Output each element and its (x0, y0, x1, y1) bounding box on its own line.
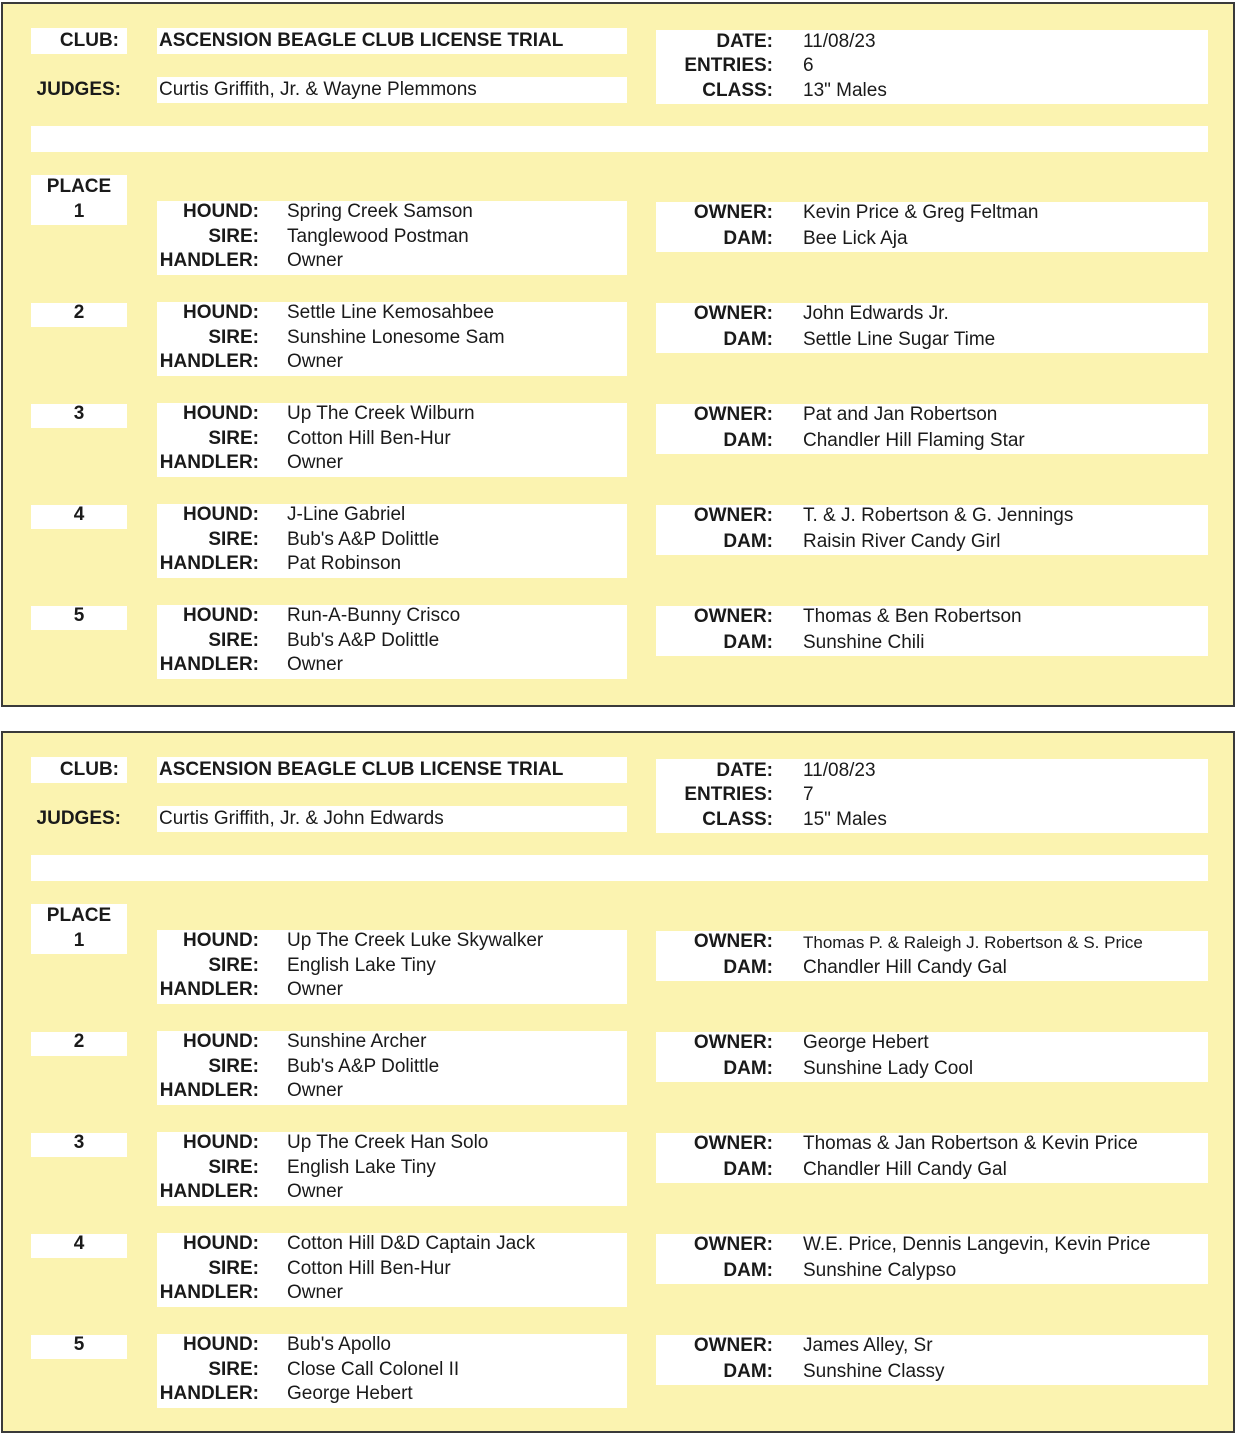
owner-label: OWNER: (693, 1234, 773, 1255)
owner-label: OWNER: (693, 202, 773, 223)
dam-name: Settle Line Sugar Time (803, 329, 996, 350)
dam-name: Sunshine Classy (803, 1361, 945, 1382)
owner-label: OWNER: (693, 1133, 773, 1154)
sire-label: SIRE: (208, 529, 259, 550)
handler-name: Pat Robinson (287, 553, 402, 574)
hound-label: HOUND: (183, 403, 259, 424)
handler-name: Owner (287, 1282, 343, 1303)
handler-name: Owner (287, 250, 343, 271)
club-label: CLUB: (59, 759, 119, 780)
class-value: 13" Males (803, 80, 887, 101)
place-number: 4 (73, 1233, 85, 1254)
sire-name: Bub's A&P Dolittle (287, 1056, 440, 1077)
date-value: 11/08/23 (803, 760, 876, 781)
dam-name: Bee Lick Aja (803, 228, 908, 249)
club-name: ASCENSION BEAGLE CLUB LICENSE TRIAL (159, 30, 564, 51)
dam-label: DAM: (723, 228, 773, 249)
blank-bar (31, 855, 1208, 881)
dam-label: DAM: (723, 632, 773, 653)
dam-name: Raisin River Candy Girl (803, 531, 1001, 552)
place-number: 1 (73, 201, 85, 222)
sire-name: Cotton Hill Ben-Hur (287, 428, 451, 449)
owner-label: OWNER: (693, 1032, 773, 1053)
hound-name: Up The Creek Han Solo (287, 1132, 489, 1153)
owner-name: Thomas & Ben Robertson (803, 606, 1022, 627)
sire-label: SIRE: (208, 1359, 259, 1380)
handler-label: HANDLER: (159, 1181, 259, 1202)
sire-label: SIRE: (208, 327, 259, 348)
place-number: 3 (73, 1132, 85, 1153)
owner-label: OWNER: (693, 404, 773, 425)
handler-name: Owner (287, 1080, 343, 1101)
entries-label: ENTRIES: (684, 784, 773, 805)
class-label: CLASS: (702, 80, 773, 101)
hound-name: Run-A-Bunny Crisco (287, 605, 461, 626)
place-number: 1 (73, 930, 85, 951)
dam-label: DAM: (723, 531, 773, 552)
dam-name: Sunshine Lady Cool (803, 1058, 974, 1079)
sire-name: English Lake Tiny (287, 955, 436, 976)
handler-label: HANDLER: (159, 351, 259, 372)
place-number: 4 (73, 504, 85, 525)
dam-label: DAM: (723, 1260, 773, 1281)
place-number: 2 (73, 302, 85, 323)
dam-name: Chandler Hill Candy Gal (803, 957, 1007, 978)
owner-name: T. & J. Robertson & G. Jennings (803, 505, 1074, 526)
handler-label: HANDLER: (159, 250, 259, 271)
hound-label: HOUND: (183, 1031, 259, 1052)
dam-label: DAM: (723, 329, 773, 350)
place-number: 5 (73, 605, 85, 626)
sire-label: SIRE: (208, 1157, 259, 1178)
place-number: 2 (73, 1031, 85, 1052)
judges-label: JUDGES: (36, 79, 121, 100)
trial-card (1, 731, 1235, 1433)
handler-name: Owner (287, 1181, 343, 1202)
dam-name: Chandler Hill Flaming Star (803, 430, 1025, 451)
hound-name: Settle Line Kemosahbee (287, 302, 495, 323)
entries-value: 6 (803, 55, 814, 76)
owner-name: Pat and Jan Robertson (803, 404, 998, 425)
place-number: 3 (73, 403, 85, 424)
trial-card (1, 2, 1235, 707)
date-label: DATE: (716, 31, 773, 52)
entries-value: 7 (803, 784, 814, 805)
hound-label: HOUND: (183, 930, 259, 951)
hound-label: HOUND: (183, 1132, 259, 1153)
owner-name: Thomas & Jan Robertson & Kevin Price (803, 1133, 1138, 1154)
entries-label: ENTRIES: (684, 55, 773, 76)
handler-label: HANDLER: (159, 1282, 259, 1303)
sire-name: Sunshine Lonesome Sam (287, 327, 505, 348)
hound-label: HOUND: (183, 201, 259, 222)
date-label: DATE: (716, 760, 773, 781)
owner-name: John Edwards Jr. (803, 303, 949, 324)
hound-label: HOUND: (183, 1334, 259, 1355)
hound-name: Up The Creek Wilburn (287, 403, 475, 424)
handler-name: Owner (287, 452, 343, 473)
owner-name: W.E. Price, Dennis Langevin, Kevin Price (803, 1234, 1151, 1255)
hound-name: Up The Creek Luke Skywalker (287, 930, 544, 951)
hound-label: HOUND: (183, 1233, 259, 1254)
sire-name: English Lake Tiny (287, 1157, 436, 1178)
hound-label: HOUND: (183, 302, 259, 323)
dam-label: DAM: (723, 957, 773, 978)
hound-name: J-Line Gabriel (287, 504, 406, 525)
handler-label: HANDLER: (159, 553, 259, 574)
handler-label: HANDLER: (159, 979, 259, 1000)
sire-label: SIRE: (208, 1258, 259, 1279)
place-number: 5 (73, 1334, 85, 1355)
dam-name: Chandler Hill Candy Gal (803, 1159, 1007, 1180)
club-label: CLUB: (59, 30, 119, 51)
dam-label: DAM: (723, 1159, 773, 1180)
sire-name: Close Call Colonel II (287, 1359, 460, 1380)
dam-name: Sunshine Calypso (803, 1260, 957, 1281)
sire-name: Cotton Hill Ben-Hur (287, 1258, 451, 1279)
class-label: CLASS: (702, 809, 773, 830)
place-header: PLACE (46, 176, 112, 197)
handler-name: George Hebert (287, 1383, 413, 1404)
dam-label: DAM: (723, 1361, 773, 1382)
hound-name: Spring Creek Samson (287, 201, 473, 222)
blank-bar (31, 126, 1208, 152)
sire-name: Bub's A&P Dolittle (287, 529, 440, 550)
place-header: PLACE (46, 905, 112, 926)
owner-name: George Hebert (803, 1032, 929, 1053)
sire-label: SIRE: (208, 428, 259, 449)
owner-name: Thomas P. & Raleigh J. Robertson & S. Price (803, 933, 1143, 952)
sire-label: SIRE: (208, 630, 259, 651)
handler-name: Owner (287, 351, 343, 372)
owner-name: Kevin Price & Greg Feltman (803, 202, 1039, 223)
hound-label: HOUND: (183, 605, 259, 626)
handler-label: HANDLER: (159, 1080, 259, 1101)
sire-name: Tanglewood Postman (287, 226, 469, 247)
class-value: 15" Males (803, 809, 887, 830)
owner-name: James Alley, Sr (803, 1335, 933, 1356)
sire-label: SIRE: (208, 226, 259, 247)
sire-label: SIRE: (208, 955, 259, 976)
hound-label: HOUND: (183, 504, 259, 525)
judges-value: Curtis Griffith, Jr. & Wayne Plemmons (159, 79, 477, 100)
judges-value: Curtis Griffith, Jr. & John Edwards (159, 808, 444, 829)
hound-name: Bub's Apollo (287, 1334, 391, 1355)
dam-name: Sunshine Chili (803, 632, 925, 653)
club-name: ASCENSION BEAGLE CLUB LICENSE TRIAL (159, 759, 564, 780)
sire-label: SIRE: (208, 1056, 259, 1077)
hound-name: Cotton Hill D&D Captain Jack (287, 1233, 536, 1254)
judges-label: JUDGES: (36, 808, 121, 829)
dam-label: DAM: (723, 430, 773, 451)
date-value: 11/08/23 (803, 31, 876, 52)
owner-label: OWNER: (693, 505, 773, 526)
handler-name: Owner (287, 654, 343, 675)
owner-label: OWNER: (693, 303, 773, 324)
handler-label: HANDLER: (159, 452, 259, 473)
dam-label: DAM: (723, 1058, 773, 1079)
handler-name: Owner (287, 979, 343, 1000)
hound-name: Sunshine Archer (287, 1031, 427, 1052)
owner-label: OWNER: (693, 606, 773, 627)
handler-label: HANDLER: (159, 1383, 259, 1404)
handler-label: HANDLER: (159, 654, 259, 675)
owner-label: OWNER: (693, 931, 773, 952)
owner-label: OWNER: (693, 1335, 773, 1356)
sire-name: Bub's A&P Dolittle (287, 630, 440, 651)
